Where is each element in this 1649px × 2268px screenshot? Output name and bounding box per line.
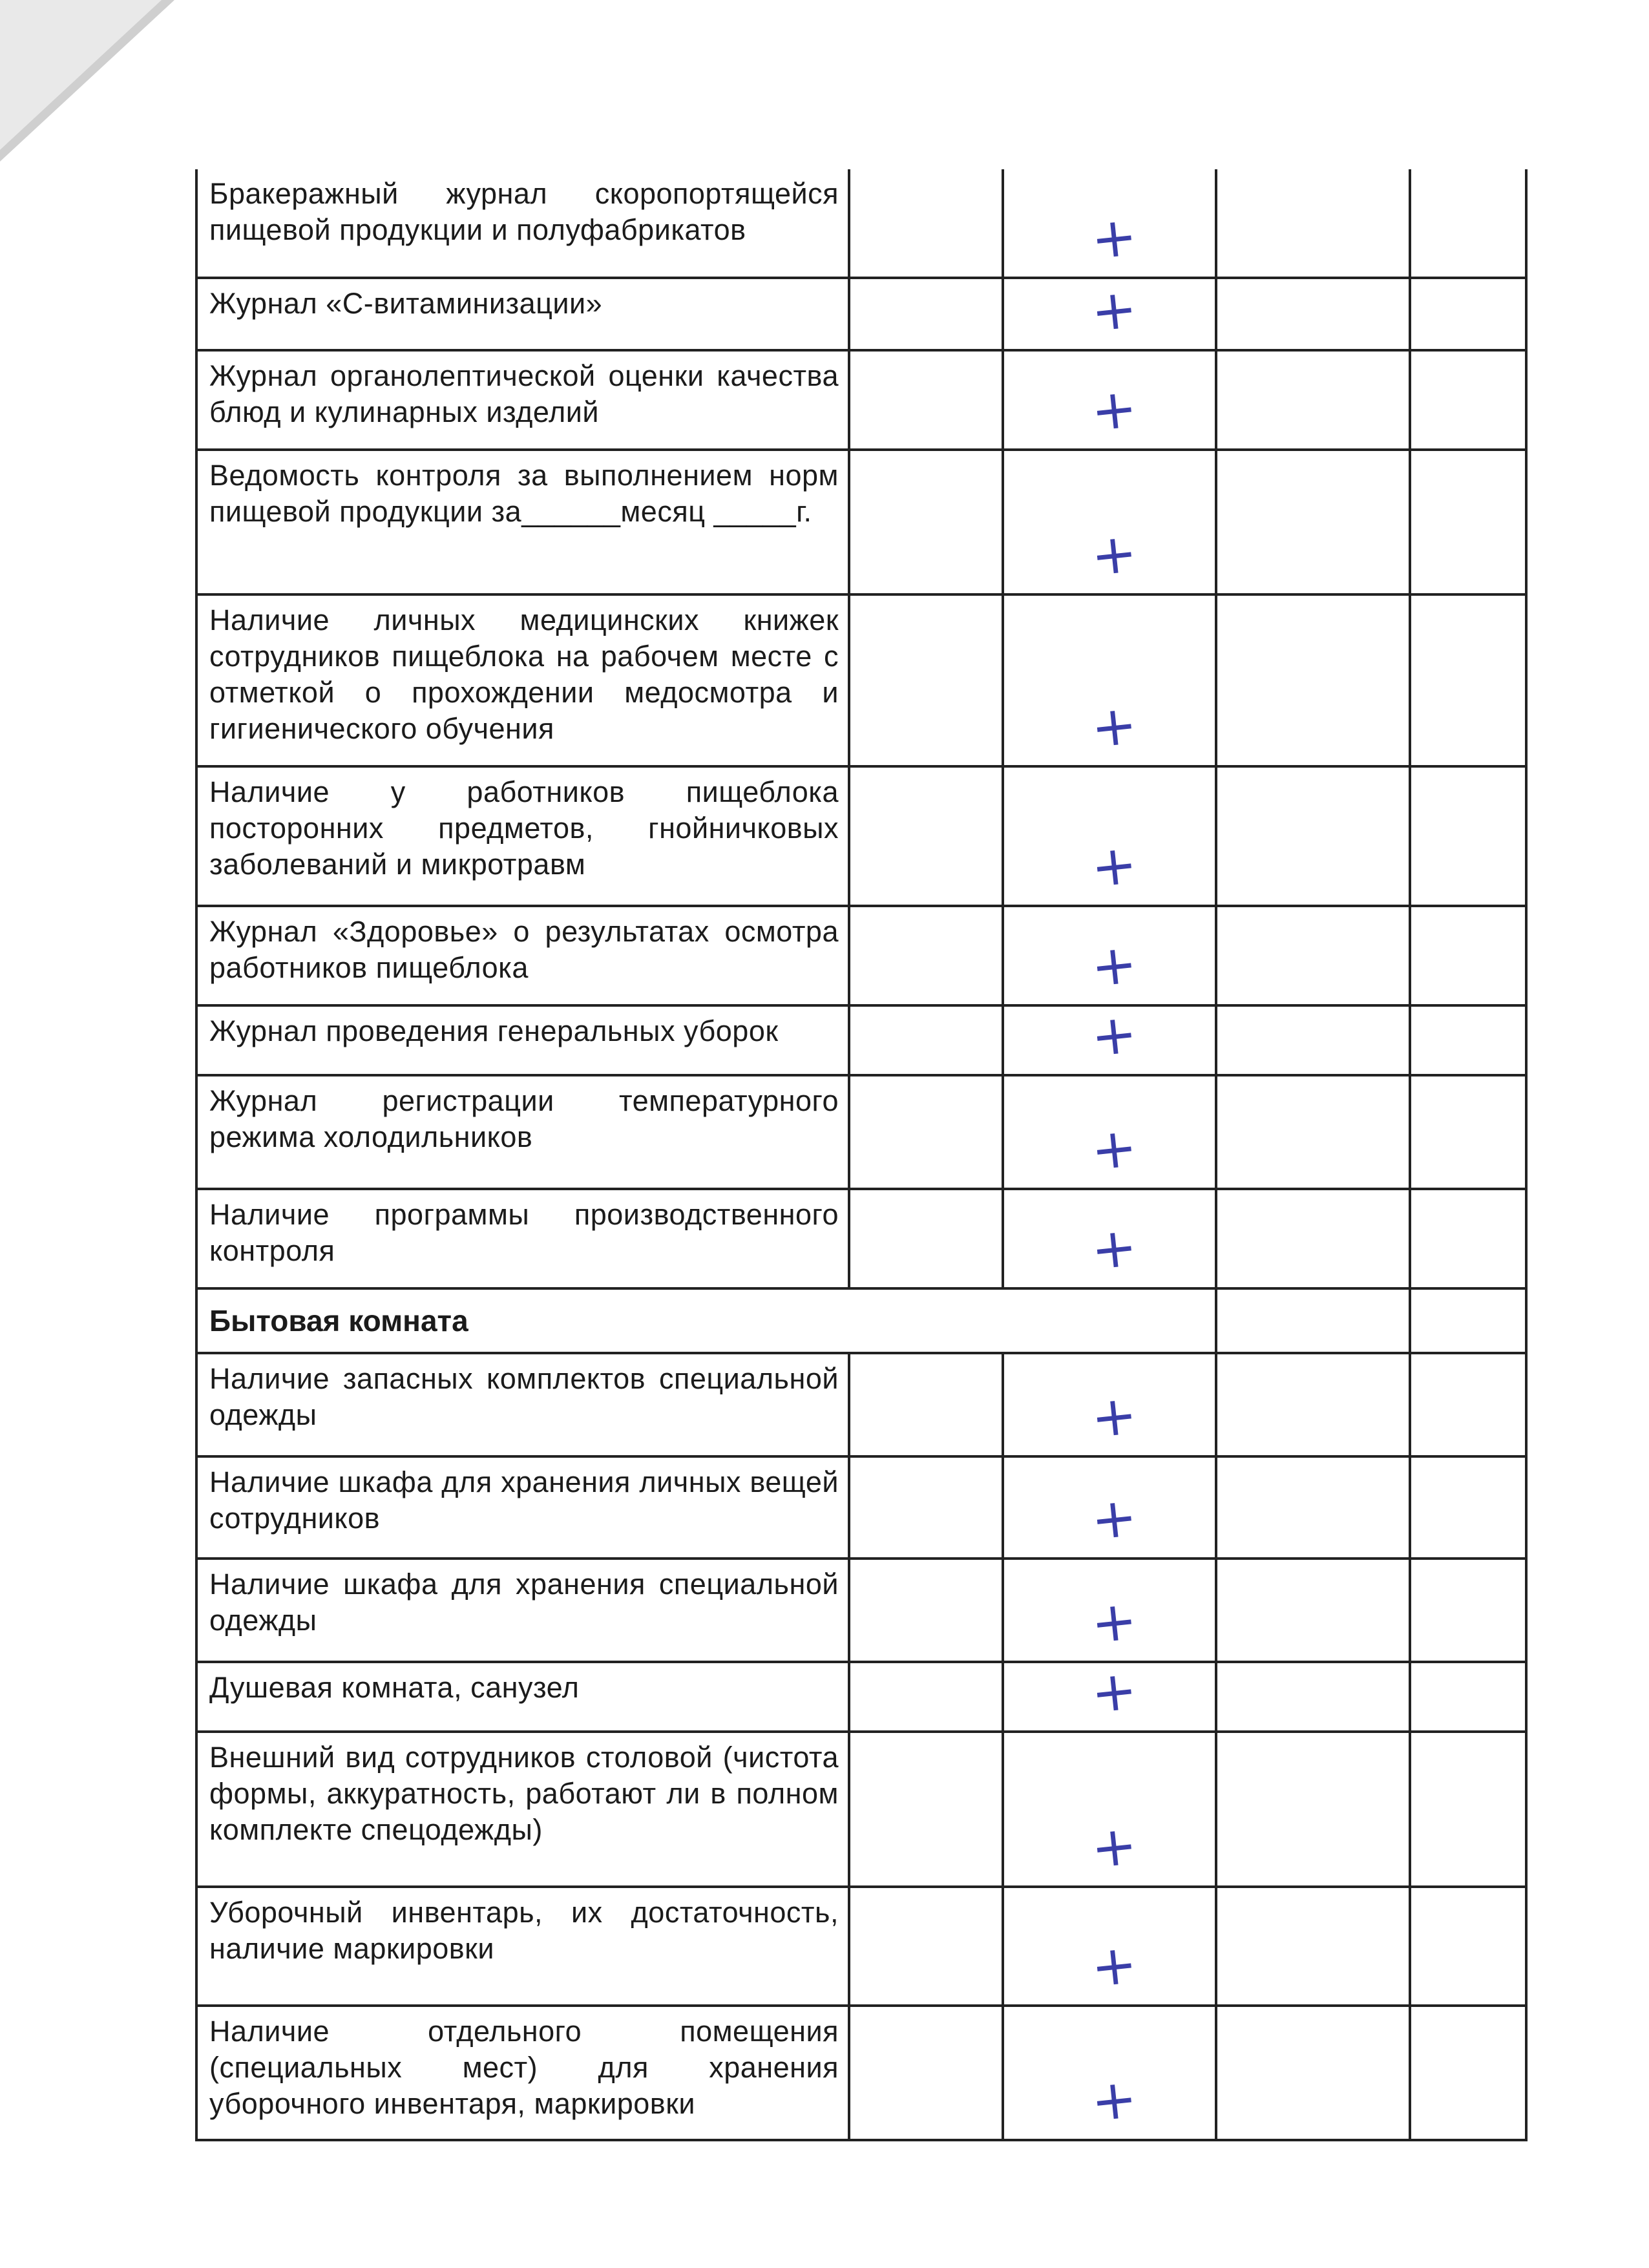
handwritten-plus-mark: + <box>1087 1382 1140 1451</box>
handwritten-plus-mark: + <box>1087 204 1140 272</box>
empty-cell <box>1410 1005 1526 1075</box>
item-text: Наличие шкафа для хранения личных вещей сотрудников <box>196 1456 849 1559</box>
empty-cell <box>1410 1887 1526 2006</box>
item-text: Наличие шкафа для хранения специальной одежды <box>196 1559 849 1662</box>
empty-cell <box>1216 1005 1410 1075</box>
empty-cell <box>1410 1353 1526 1456</box>
table-row <box>196 1559 1526 1662</box>
empty-cell <box>849 278 1003 350</box>
empty-cell <box>1410 1189 1526 1288</box>
mark-cell <box>1003 2006 1216 2140</box>
table-row <box>196 1662 1526 1732</box>
item-text: Наличие личных медицинских книжек сотрудников пищеблока на рабочем месте с отметкой о прохождении медосмотра и гигиенического обучения <box>196 594 849 766</box>
mark-cell <box>1003 450 1216 594</box>
empty-cell <box>1216 2006 1410 2140</box>
empty-cell <box>849 1005 1003 1075</box>
empty-cell <box>849 594 1003 766</box>
item-text: Наличие запасных комплектов специальной одежды <box>196 1353 849 1456</box>
empty-cell <box>1216 766 1410 906</box>
handwritten-plus-mark: + <box>1087 832 1140 900</box>
empty-cell <box>1410 278 1526 350</box>
table-row <box>196 450 1526 594</box>
handwritten-plus-mark: + <box>1087 1214 1140 1283</box>
empty-cell <box>849 1732 1003 1887</box>
item-text: Ведомость контроля за выполнением норм пищевой продукции за______месяц _____г. <box>196 450 849 594</box>
empty-cell <box>1216 1662 1410 1732</box>
handwritten-plus-mark: + <box>1087 276 1140 344</box>
empty-cell <box>1216 169 1410 278</box>
table-row <box>196 594 1526 766</box>
empty-cell <box>849 350 1003 450</box>
item-text: Журнал проведения генеральных уборок <box>196 1005 849 1075</box>
empty-cell <box>849 1456 1003 1559</box>
empty-cell <box>1410 1288 1526 1353</box>
handwritten-plus-mark: + <box>1087 1484 1140 1553</box>
table-row <box>196 1887 1526 2006</box>
empty-cell <box>1410 594 1526 766</box>
empty-cell <box>1216 906 1410 1005</box>
empty-cell <box>849 1559 1003 1662</box>
empty-cell <box>1410 766 1526 906</box>
mark-cell <box>1003 766 1216 906</box>
mark-cell <box>1003 1075 1216 1189</box>
table-row <box>196 1456 1526 1559</box>
item-text: Бракеражный журнал скоропортящейся пищевой продукции и полуфабрикатов <box>196 169 849 278</box>
empty-cell <box>1410 1075 1526 1189</box>
table-row <box>196 2006 1526 2140</box>
empty-cell <box>1410 169 1526 278</box>
table-row <box>196 169 1526 278</box>
table-row <box>196 766 1526 906</box>
empty-cell <box>849 1662 1003 1732</box>
item-text: Журнал «С-витаминизации» <box>196 278 849 350</box>
empty-cell <box>849 1189 1003 1288</box>
handwritten-plus-mark: + <box>1087 1812 1140 1881</box>
table-row <box>196 278 1526 350</box>
item-text: Журнал «Здоровье» о результатах осмотра работников пищеблока <box>196 906 849 1005</box>
handwritten-plus-mark: + <box>1087 520 1140 589</box>
handwritten-plus-mark: + <box>1087 1657 1140 1726</box>
handwritten-plus-mark: + <box>1087 1931 1140 2000</box>
mark-cell <box>1003 1001 1216 1075</box>
empty-cell <box>1410 1456 1526 1559</box>
mark-cell <box>1003 1456 1216 1559</box>
empty-cell <box>849 2006 1003 2140</box>
mark-cell <box>1003 594 1216 766</box>
empty-cell <box>1216 1288 1410 1353</box>
empty-cell <box>1216 594 1410 766</box>
empty-cell <box>1216 1887 1410 2006</box>
section-header-row <box>196 1288 1526 1353</box>
mark-cell <box>1003 1887 1216 2006</box>
empty-cell <box>849 906 1003 1005</box>
empty-cell <box>1216 1732 1410 1887</box>
mark-cell <box>1003 278 1216 350</box>
handwritten-plus-mark: + <box>1087 1001 1140 1069</box>
empty-cell <box>849 766 1003 906</box>
mark-cell <box>1003 169 1216 278</box>
checklist-table-body <box>196 169 1526 2140</box>
table-row <box>196 1005 1526 1075</box>
empty-cell <box>1216 1075 1410 1189</box>
mark-cell <box>1003 1353 1216 1456</box>
item-text: Наличие программы производственного контроля <box>196 1189 849 1288</box>
mark-cell <box>1003 1657 1216 1732</box>
empty-cell <box>849 1353 1003 1456</box>
table-row <box>196 1075 1526 1189</box>
item-text: Наличие у работников пищеблока посторонних предметов, гнойничковых заболеваний и микротравм <box>196 766 849 906</box>
item-text: Внешний вид сотрудников столовой (чистота формы, аккуратность, работают ли в полном комплекте спецодежды) <box>196 1732 849 1887</box>
empty-cell <box>1216 450 1410 594</box>
empty-cell <box>849 450 1003 594</box>
table-row <box>196 350 1526 450</box>
mark-cell <box>1003 1559 1216 1662</box>
mark-cell <box>1003 906 1216 1005</box>
handwritten-plus-mark: + <box>1087 1115 1140 1183</box>
empty-cell <box>1216 1189 1410 1288</box>
item-text: Уборочный инвентарь, их достаточность, наличие маркировки <box>196 1887 849 2006</box>
page-corner-fold-shade <box>0 0 162 150</box>
empty-cell <box>1410 2006 1526 2140</box>
handwritten-plus-mark: + <box>1087 1588 1140 1656</box>
mark-cell <box>1003 350 1216 450</box>
empty-cell <box>1216 1559 1410 1662</box>
empty-cell <box>849 169 1003 278</box>
empty-cell <box>1410 1732 1526 1887</box>
item-text: Журнал органолептической оценки качества блюд и кулинарных изделий <box>196 350 849 450</box>
empty-cell <box>1410 450 1526 594</box>
checklist-table <box>195 169 1528 2141</box>
empty-cell <box>1216 278 1410 350</box>
empty-cell <box>1216 350 1410 450</box>
mark-cell <box>1003 1189 1216 1288</box>
table-row <box>196 906 1526 1005</box>
empty-cell <box>1410 350 1526 450</box>
handwritten-plus-mark: + <box>1087 931 1140 1000</box>
empty-cell <box>1216 1456 1410 1559</box>
empty-cell <box>849 1075 1003 1189</box>
empty-cell <box>849 1887 1003 2006</box>
item-text: Журнал регистрации температурного режима холодильников <box>196 1075 849 1189</box>
empty-cell <box>1410 1662 1526 1732</box>
empty-cell <box>1216 1353 1410 1456</box>
table-row <box>196 1732 1526 1887</box>
handwritten-plus-mark: + <box>1087 375 1140 444</box>
table-row <box>196 1353 1526 1456</box>
handwritten-plus-mark: + <box>1087 692 1140 761</box>
item-text: Наличие отдельного помещения (специальных мест) для хранения уборочного инвентаря, маркировки <box>196 2006 849 2140</box>
mark-cell <box>1003 1732 1216 1887</box>
empty-cell <box>1410 906 1526 1005</box>
table-row <box>196 1189 1526 1288</box>
handwritten-plus-mark: + <box>1087 2066 1140 2134</box>
empty-cell <box>1410 1559 1526 1662</box>
section-title: Бытовая комната <box>196 1288 1216 1353</box>
item-text: Душевая комната, санузел <box>196 1662 849 1732</box>
